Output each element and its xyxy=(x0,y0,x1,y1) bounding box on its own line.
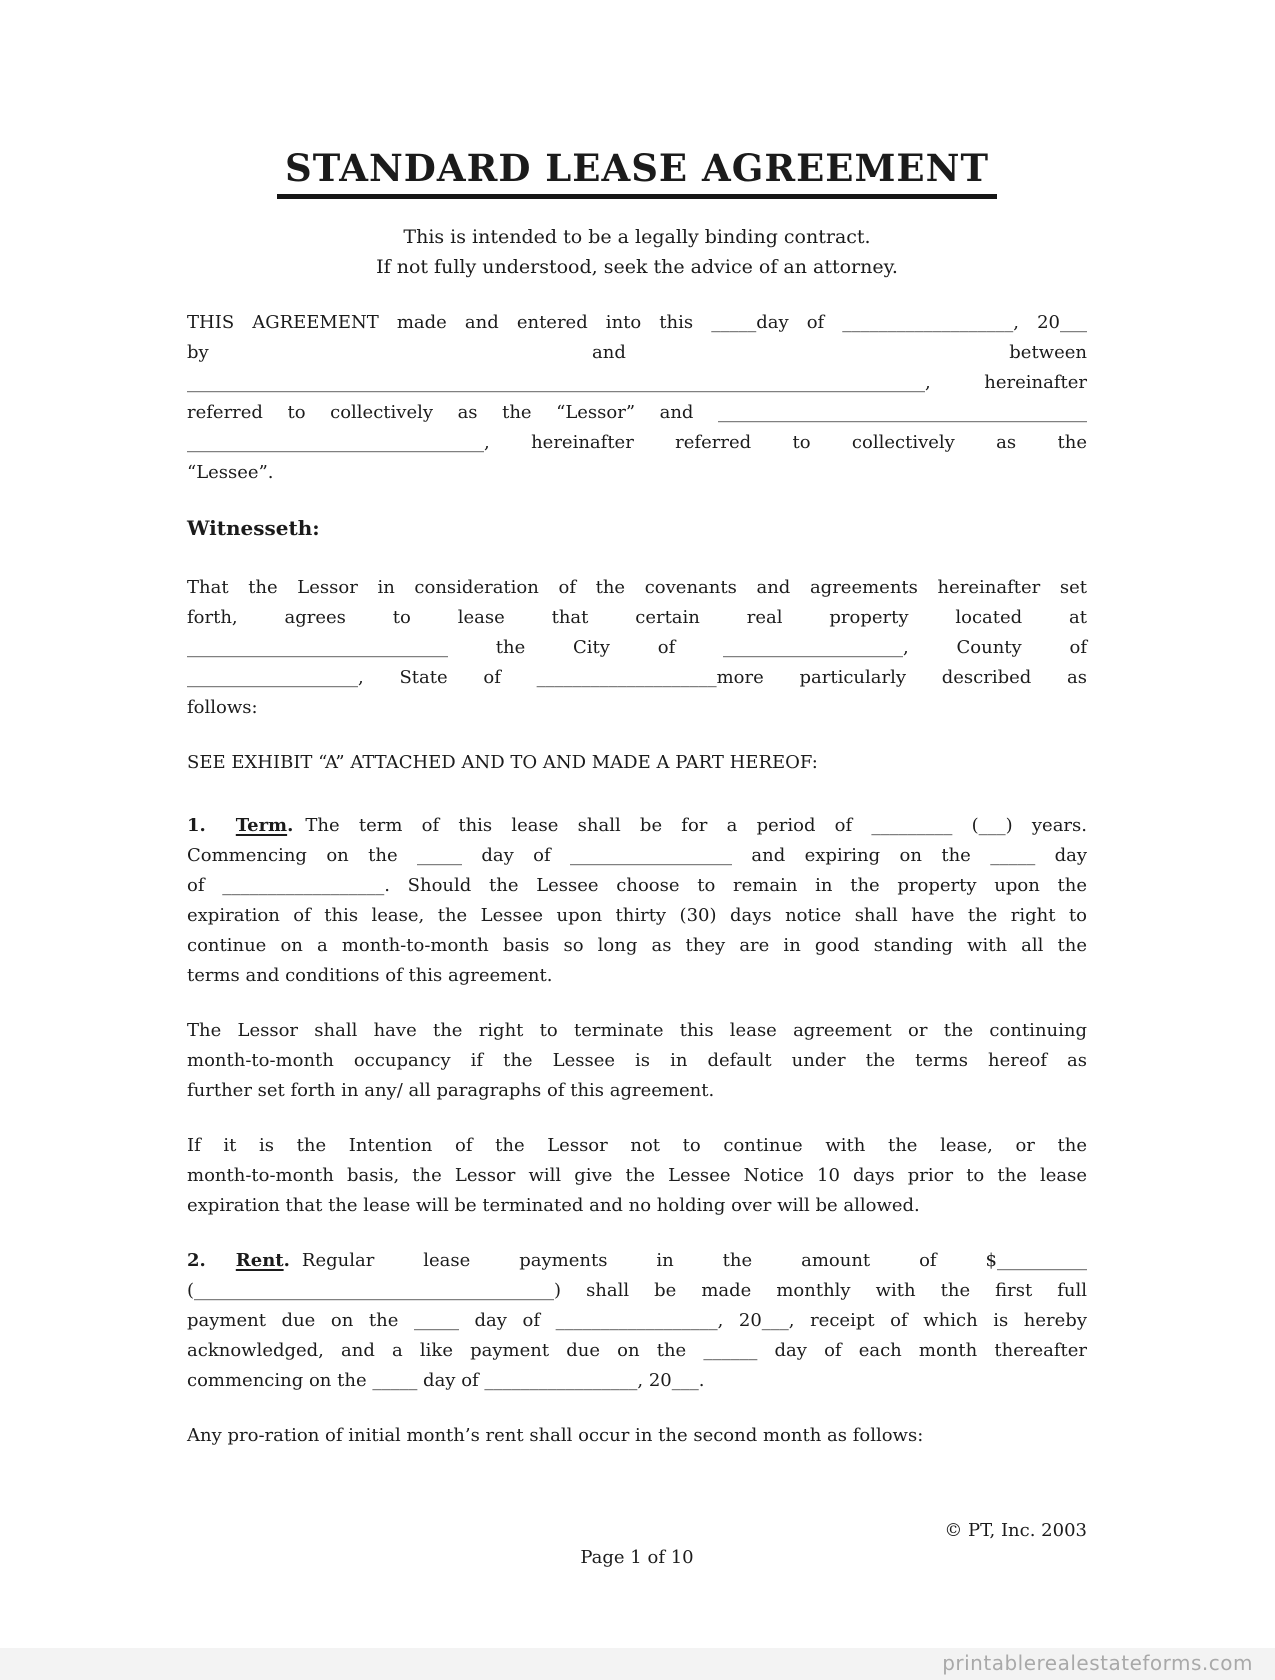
text-line xyxy=(187,1306,1087,1336)
text-segment: The term of this lease shall be for a period of _________ (___) years. xyxy=(305,814,1087,836)
text-line xyxy=(187,513,1087,543)
text-line xyxy=(187,1046,1087,1076)
text-line xyxy=(187,961,1087,991)
tab-space xyxy=(206,1265,236,1266)
exhibit-clause xyxy=(187,748,1087,778)
text-segment: “Lessee”. xyxy=(187,461,274,483)
watermark-bar xyxy=(0,1648,1275,1680)
text-segment: Witnesseth: xyxy=(187,515,320,540)
text-segment: referred to collectively as the “Lessor” and _________________________________________ xyxy=(187,401,1087,423)
text-line xyxy=(187,1191,1087,1221)
witnesseth-heading xyxy=(187,513,1087,543)
text-segment: . xyxy=(283,1249,290,1271)
text-segment: The Lessor shall have the right to terminate this lease agreement or the continuing xyxy=(187,1019,1087,1041)
text-line xyxy=(187,841,1087,871)
text-line xyxy=(187,368,1087,398)
text-segment: (________________________________________) shall be made monthly with the first full xyxy=(187,1279,1087,1301)
text-segment: . xyxy=(287,814,294,836)
text-segment: _____________________________ the City of ____________________, County of xyxy=(187,636,1087,658)
termination-right-clause xyxy=(187,1016,1087,1106)
text-line xyxy=(187,901,1087,931)
text-line xyxy=(187,1076,1087,1106)
text-line xyxy=(187,633,1087,663)
text-segment: Commencing on the _____ day of __________________ and expiring on the _____ day xyxy=(187,844,1087,866)
text-line xyxy=(187,1421,1087,1451)
text-segment: That the Lessor in consideration of the covenants and agreements hereinafter set xyxy=(187,576,1087,598)
section-1-term xyxy=(187,811,1087,991)
text-line xyxy=(187,573,1087,603)
text-line xyxy=(187,693,1087,723)
text-segment: follows: xyxy=(187,696,258,718)
text-segment: of __________________. Should the Lessee choose to remain in the property upon the xyxy=(187,874,1087,896)
text-segment: ___________________, State of ____________________more particularly described as xyxy=(187,666,1087,688)
text-segment: Rent xyxy=(235,1249,284,1271)
page-number: Page 1 of 10 xyxy=(580,1547,694,1568)
tab-space xyxy=(206,830,236,831)
subtitle-line: If not fully understood, seek the advice of an attorney. xyxy=(376,255,898,278)
tab-space xyxy=(293,830,305,831)
text-line xyxy=(187,1246,1087,1276)
text-segment: continue on a month-to-month basis so long as they are in good standing with all the xyxy=(187,934,1087,956)
document-content xyxy=(187,0,1087,1476)
text-line xyxy=(187,871,1087,901)
text-line xyxy=(187,1161,1087,1191)
text-segment: acknowledged, and a like payment due on the ______ day of each month thereafter xyxy=(187,1339,1087,1361)
text-line xyxy=(187,603,1087,633)
tab-space xyxy=(290,1265,302,1266)
consideration-clause xyxy=(187,573,1087,723)
subtitle-line: This is intended to be a legally binding contract. xyxy=(403,225,871,248)
document-title: STANDARD LEASE AGREEMENT xyxy=(277,147,997,199)
text-segment: expiration that the lease will be terminated and no holding over will be allowed. xyxy=(187,1194,920,1216)
section-2-rent xyxy=(187,1246,1087,1396)
proration-clause xyxy=(187,1421,1087,1451)
text-line xyxy=(187,1131,1087,1161)
text-line xyxy=(187,338,1087,368)
text-segment: 1. xyxy=(187,814,206,836)
document-body xyxy=(187,308,1087,1451)
copyright-notice: © PT, Inc. 2003 xyxy=(944,1520,1087,1541)
non-continuation-clause xyxy=(187,1131,1087,1221)
text-line xyxy=(187,398,1087,428)
text-line xyxy=(187,931,1087,961)
intro-clause xyxy=(187,308,1087,488)
text-line xyxy=(187,1016,1087,1046)
text-segment: by and between xyxy=(187,341,1087,363)
text-segment: 2. xyxy=(187,1249,206,1271)
text-line xyxy=(187,811,1087,841)
text-line xyxy=(187,308,1087,338)
text-line xyxy=(187,1366,1087,1396)
text-segment: month-to-month occupancy if the Lessee is in default under the terms hereof as xyxy=(187,1049,1087,1071)
text-segment: payment due on the _____ day of __________________, 20___, receipt of which is hereby xyxy=(187,1309,1087,1331)
text-line xyxy=(187,1336,1087,1366)
watermark-site-link[interactable]: printablerealestateforms.com xyxy=(942,1651,1253,1675)
text-line xyxy=(187,748,1087,778)
title-block xyxy=(187,0,1087,199)
text-segment: Regular lease payments in the amount of $__________ xyxy=(301,1249,1087,1271)
text-line xyxy=(187,663,1087,693)
text-segment: SEE EXHIBIT “A” ATTACHED AND TO AND MADE A PART HEREOF: xyxy=(187,751,818,773)
text-segment: further set forth in any/ all paragraphs of this agreement. xyxy=(187,1079,715,1101)
text-segment: Any pro-ration of initial month’s rent shall occur in the second month as follows: xyxy=(187,1424,924,1446)
text-segment: commencing on the _____ day of _________________, 20___. xyxy=(187,1369,705,1391)
text-segment: forth, agrees to lease that certain real property located at xyxy=(187,606,1087,628)
text-segment: month-to-month basis, the Lessor will give the Lessee Notice 10 days prior to the lease xyxy=(187,1164,1087,1186)
document-subtitle xyxy=(187,222,1087,282)
text-segment: _________________________________, hereinafter referred to collectively as the xyxy=(187,431,1087,453)
text-segment: If it is the Intention of the Lessor not to continue with the lease, or the xyxy=(187,1134,1087,1156)
text-segment: THIS AGREEMENT made and entered into this _____day of ___________________, 20___ xyxy=(187,311,1087,333)
text-segment: terms and conditions of this agreement. xyxy=(187,964,553,986)
text-segment: __________________________________________________________________________________, hereinafter xyxy=(187,371,1087,393)
text-line xyxy=(187,1276,1087,1306)
text-segment: expiration of this lease, the Lessee upon thirty (30) days notice shall have the right to xyxy=(187,904,1087,926)
text-line xyxy=(187,428,1087,458)
text-line xyxy=(187,458,1087,488)
text-segment: Term xyxy=(235,814,288,836)
